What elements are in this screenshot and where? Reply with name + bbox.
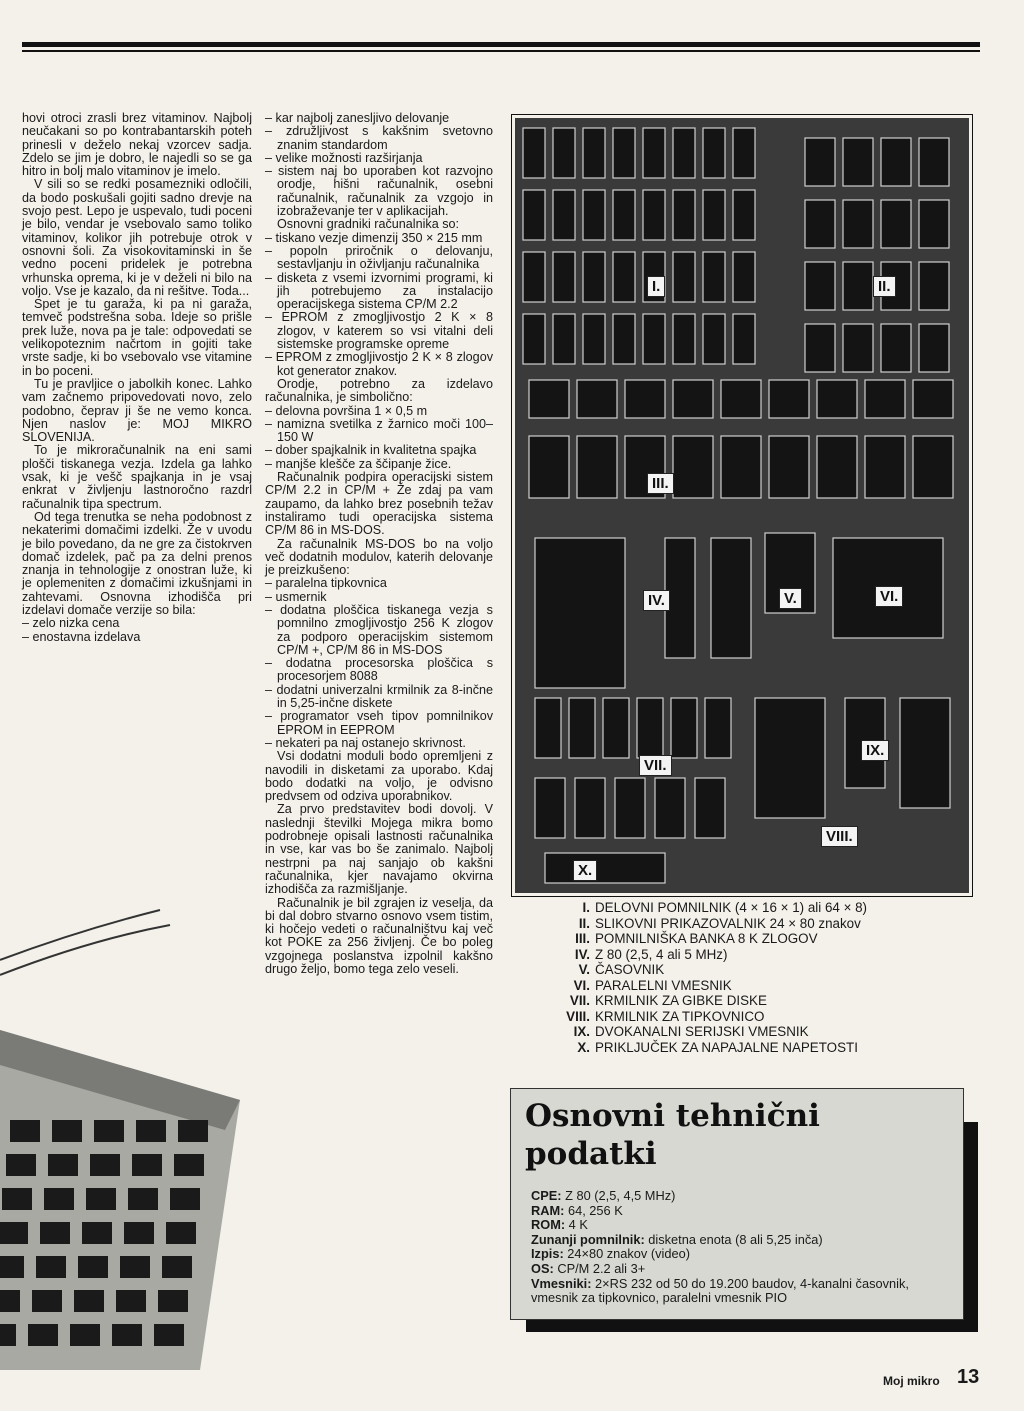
- paragraph: Spet je tu garaža, ki pa ni garaža, temveč podstrešna soba. Ideje so prišle prek luže, nova pa je tale: odpovedati se velikopoteznim načrtom in gojiti take vrste sadje, ki bo vsebovalo vse vitamine in bo poceni.: [22, 297, 252, 378]
- paragraph: Osnovni gradniki računalnika so:: [277, 217, 460, 232]
- top-rule: [22, 42, 980, 47]
- spec-row: [531, 1262, 951, 1277]
- spec-value: disketna enota (8 ali 5,25 inča): [644, 1231, 823, 1247]
- ic-chip: [843, 138, 873, 186]
- ic-chip: [643, 128, 665, 178]
- list-item: – delovna površina 1 × 0,5 m: [265, 405, 493, 418]
- ic-chip: [865, 436, 905, 498]
- ic-chip: [643, 314, 665, 364]
- components-list: [265, 232, 493, 378]
- ic-chip: [769, 436, 809, 498]
- legend-text: Z 80 (2,5, 4 ali 5 MHz): [595, 946, 728, 962]
- board-illustration: [515, 118, 969, 893]
- ic-chip: [673, 436, 713, 498]
- ic-chip: [913, 436, 953, 498]
- ic-chip: [154, 1324, 184, 1346]
- list-item: – velike možnosti razširjanja: [265, 152, 493, 165]
- ic-chip: [613, 190, 635, 240]
- ic-chip: [805, 262, 835, 310]
- list-item: – EPROM z zmogljivostjo 2 K × 8 zlogov, v katerem so vsi vitalni deli sistemske programske opreme: [265, 311, 493, 351]
- ic-chip: [124, 1222, 154, 1244]
- list-item: – kar najbolj zanesljivo delovanje: [265, 112, 493, 125]
- spec-row: [531, 1218, 951, 1233]
- paragraph: To je mikroračunalnik na eni sami plošči tiskanega vezja. Izdela ga lahko vsak, ki je vešč spajkanja in je vsaj enkrat v življenju lastnoročno razdrl računalnik tipa spectrum.: [22, 443, 252, 511]
- ic-chip: [128, 1188, 158, 1210]
- list-item: – tiskano vezje dimenzij 350 × 215 mm: [265, 232, 493, 245]
- ic-chip: [673, 190, 695, 240]
- ic-chip: [162, 1256, 192, 1278]
- list-item: – dober spajkalnik in kvalitetna spajka: [265, 444, 493, 457]
- board-photo-partial: [0, 900, 240, 1370]
- ic-chip: [553, 314, 575, 364]
- ic-chip: [733, 128, 755, 178]
- ic-chip: [843, 324, 873, 372]
- ic-chip: [158, 1290, 188, 1312]
- circuit-board-photo: [512, 115, 972, 896]
- paragraph: Za prvo predstavitev bodi dovolj. V naslednji številki Mojega mikra bomo podrobneje opisali lastnosti računalnika in vse, kar vas bo še zanimalo. Najbolj nestrpni pa naj sanjajo ob kakšni računalnika, kjer navajamo okvirna izhodišča za razmišljanje.: [265, 802, 493, 897]
- ic-chip: [166, 1222, 196, 1244]
- list-item: – dodatna ploščica tiskanega vezja s pomnilno zmogljivostjo 256 K zlogov za podporo operacijskim sistemom CP/M +, CP/M 86 in MS-DOS: [265, 604, 493, 657]
- ic-chip: [721, 436, 761, 498]
- ic-chip: [603, 698, 629, 758]
- paragraph: V sili so se redki posamezniki odločili, da bodo poskušali gojiti sadno drevje na svojo pest. Lepo je uspevalo, tudi poceni je bilo, vendar je vsebovalo samo toliko vitaminov, kolikor jih potrebuje otrok v osnovni šoli. Za visokovitaminski in še vedno poceni pridelek je potrebna vrhunska oprema, ki je v deželi ni bilo na voljo. Vse je kazalo, da ni rešitve. Toda...: [22, 177, 252, 298]
- ic-chip: [535, 778, 565, 838]
- legend-num: X.: [577, 1039, 590, 1055]
- paragraph: hovi otroci zrasli brez vitaminov. Najbolj neučakani so po kontrabantarskih poteh prinesli v deželo nekaj vzorcev sadja. Zdelo se jim je dobro, le najedli so se ga hitro in bolj malo vitaminov je imelo.: [22, 111, 252, 179]
- paragraph: Tu je pravljice o jabolkih konec. Lahko vam začnemo pripovedovati novo, zelo podobno, čeprav ji še ne vemo konca. Njen naslov je: MOJ MIKRO SLOVENIJA.: [22, 376, 252, 445]
- legend-row: [520, 1040, 970, 1056]
- ic-chip: [919, 200, 949, 248]
- board-photo-partial-illustration: [0, 900, 240, 1370]
- ic-chip: [577, 436, 617, 498]
- tech-specs-box: [510, 1088, 964, 1320]
- ic-chip: [843, 200, 873, 248]
- list-item: – EPROM z zmogljivostjo 2 K × 8 zlogov kot generator znakov.: [265, 351, 493, 378]
- legend-row: [520, 978, 970, 994]
- legend-row: [520, 900, 970, 916]
- ic-chip: [577, 380, 617, 418]
- spec-row: [531, 1189, 951, 1204]
- magazine-name: Moj mikro: [883, 1374, 940, 1388]
- board-label-ix: IX.: [861, 740, 889, 761]
- paragraph: Računalnik je bil zgrajen iz veselja, da bi dal dobro stvarno osnovo vsem tistim, ki hočejo vedeti o računalništvu kaj več kot POKE za 256 življenj. Če bo poleg vzgojnega poslanstva izpolnil kakšno drugo željo, bomo tega zelo veseli.: [265, 895, 493, 976]
- spec-key: Zunanji pomnilnik:: [531, 1231, 645, 1247]
- ic-chip: [28, 1324, 58, 1346]
- legend-num: V.: [578, 962, 590, 977]
- ic-chip: [32, 1290, 62, 1312]
- ic-chip: [0, 1290, 20, 1312]
- ic-chip: [553, 190, 575, 240]
- ic-chip: [711, 538, 751, 658]
- list-item: – združljivost s kakšnim svetovno znanim standardom: [265, 125, 493, 152]
- legend-row: [520, 993, 970, 1009]
- spec-key: ROM:: [531, 1217, 566, 1233]
- ic-chip: [843, 262, 873, 310]
- ic-chip: [535, 698, 561, 758]
- page-number: 13: [957, 1366, 980, 1388]
- spec-value: 24×80 znakov (video): [563, 1246, 690, 1262]
- ic-chip: [52, 1120, 82, 1142]
- ic-chip: [703, 190, 725, 240]
- ic-chip: [755, 698, 825, 818]
- ic-chip: [10, 1120, 40, 1142]
- spec-row: [531, 1277, 951, 1306]
- spec-row: [531, 1233, 951, 1248]
- ic-chip: [132, 1154, 162, 1176]
- ic-chip: [583, 128, 605, 178]
- legend-num: II.: [578, 915, 590, 931]
- spec-value: CP/M 2.2 ali 3+: [553, 1260, 646, 1276]
- list-item: – popoln priročnik o delovanju, sestavljanju in oživljanju računalnika: [265, 245, 493, 272]
- article-column-1: [22, 112, 252, 644]
- ic-chip: [671, 698, 697, 758]
- ic-chip: [613, 252, 635, 302]
- ic-chip: [673, 252, 695, 302]
- legend-num: VI.: [573, 977, 590, 993]
- list-item: – enostavna izdelava: [22, 631, 252, 644]
- ic-chip: [625, 380, 665, 418]
- board-label-ii: II.: [873, 276, 896, 297]
- legend-text: ČASOVNIK: [595, 962, 665, 977]
- spec-value: Z 80 (2,5, 4,5 MHz): [561, 1188, 676, 1203]
- legend-text: POMNILNIŠKA BANKA 8 K ZLOGOV: [595, 931, 818, 946]
- ic-chip: [733, 190, 755, 240]
- list-item: – disketa z vsemi izvornimi programi, ki jih potrebujemo za instalacijo operacijskega sistema CP/M 2.2: [265, 272, 493, 312]
- paragraph: Računalnik podpira operacijski sistem CP/M 2.2 in CP/M + Že zdaj pa vam zaupamo, da lahko brez posebnih težav instaliramo tudi operacijska sistema CP/M 86 in MS-DOS.: [265, 470, 493, 538]
- board-label-x: X.: [573, 860, 597, 881]
- legend-text: DVOKANALNI SERIJSKI VMESNIK: [595, 1024, 809, 1039]
- ic-chip: [569, 698, 595, 758]
- ic-chip: [40, 1222, 70, 1244]
- legend-num: I.: [582, 900, 590, 915]
- ic-chip: [673, 128, 695, 178]
- ic-chip: [523, 128, 545, 178]
- paragraph: Vsi dodatni moduli bodo opremljeni z navodili in disketami za uporabo. Kdaj bodo dodatki na voljo, je odvisno predvsem od odziva uporabnikov.: [265, 749, 493, 804]
- legend-row: [520, 1009, 970, 1025]
- list-item: – dodatni univerzalni krmilnik za 8-inčne in 5,25-inčne diskete: [265, 684, 493, 711]
- board-label-iii: III.: [647, 473, 674, 494]
- list-item: – manjše klešče za ščipanje žice.: [265, 458, 493, 471]
- spec-key: Izpis:: [531, 1246, 564, 1262]
- ic-chip: [613, 128, 635, 178]
- ic-chip: [2, 1188, 32, 1210]
- ic-chip: [583, 314, 605, 364]
- board-legend: [520, 900, 970, 1055]
- board-label-i: I.: [647, 276, 665, 297]
- ic-chip: [70, 1324, 100, 1346]
- goals-list-continued: [265, 112, 493, 218]
- spec-value: 64, 256 K: [564, 1202, 623, 1218]
- ic-chip: [817, 380, 857, 418]
- ic-chip: [805, 200, 835, 248]
- ic-chip: [90, 1154, 120, 1176]
- modules-list: [265, 577, 493, 750]
- ic-chip: [529, 436, 569, 498]
- ic-chip: [170, 1188, 200, 1210]
- legend-num: IX.: [573, 1024, 590, 1039]
- ic-chip: [523, 190, 545, 240]
- ic-chip: [919, 324, 949, 372]
- ic-chip: [78, 1256, 108, 1278]
- ic-chip: [535, 538, 625, 688]
- tech-title-line-1: Osnovni tehnični: [525, 1098, 820, 1134]
- goals-list: [22, 617, 252, 644]
- paragraph: Za računalnik MS-DOS bo na voljo več dodatnih modulov, katerih delovanje je preizkušeno:: [265, 536, 493, 578]
- list-item: – zelo nizka cena: [22, 617, 252, 630]
- ic-chip: [655, 778, 685, 838]
- ic-chip: [733, 314, 755, 364]
- ic-chip: [637, 698, 663, 758]
- ic-chip: [721, 380, 761, 418]
- ic-chip: [673, 380, 713, 418]
- ic-chip: [913, 380, 953, 418]
- ic-chip: [703, 314, 725, 364]
- ic-chip: [116, 1290, 146, 1312]
- spec-key: OS:: [531, 1260, 554, 1276]
- ic-chip: [529, 380, 569, 418]
- ic-chip: [865, 380, 905, 418]
- legend-row: [520, 947, 970, 963]
- ic-chip: [900, 698, 950, 808]
- ic-chip: [695, 778, 725, 838]
- legend-text: DELOVNI POMNILNIK (4 × 16 × 1) ali 64 × 8): [595, 900, 868, 915]
- list-item: – nekateri pa naj ostanejo skrivnost.: [265, 737, 493, 750]
- board-label-vii: VII.: [639, 755, 672, 776]
- tech-specs-title: [525, 1097, 820, 1173]
- ic-chip: [817, 436, 857, 498]
- tech-title-line-2: podatki: [525, 1136, 657, 1172]
- ic-chip: [919, 138, 949, 186]
- ic-chip: [553, 128, 575, 178]
- ic-chip: [615, 778, 645, 838]
- tech-specs-list: [531, 1189, 951, 1306]
- spec-value: 4 K: [565, 1217, 588, 1233]
- legend-row: [520, 962, 970, 978]
- list-item: – programator vseh tipov pomnilnikov EPROM in EEPROM: [265, 710, 493, 737]
- list-item: – namizna svetilka z žarnico moči 100–150 W: [265, 418, 493, 445]
- legend-num: VII.: [569, 993, 590, 1008]
- ic-chip: [36, 1256, 66, 1278]
- ic-chip: [6, 1154, 36, 1176]
- board-label-v: V.: [779, 588, 802, 609]
- legend-row: [520, 916, 970, 932]
- list-item: – sistem naj bo uporaben kot razvojno orodje, hišni računalnik, osebni računalnik, računalnik za vzgojo in izobraževanje ter v aplikacijah.: [265, 165, 493, 218]
- ic-chip: [523, 252, 545, 302]
- ic-chip: [613, 314, 635, 364]
- ic-chip: [575, 778, 605, 838]
- ic-chip: [919, 262, 949, 310]
- ic-chip: [673, 314, 695, 364]
- spec-row: [531, 1204, 951, 1219]
- spec-value: 2×RS 232 od 50 do 19.200 baudov, 4-kanalni časovnik, vmesnik za tipkovnico, paralelni vmesnik PIO: [531, 1275, 909, 1306]
- ic-chip: [881, 200, 911, 248]
- list-item: – usmernik: [265, 591, 493, 604]
- ic-chip: [112, 1324, 142, 1346]
- spec-row: [531, 1247, 951, 1262]
- ic-chip: [545, 853, 665, 883]
- tools-list: [265, 405, 493, 471]
- ic-chip: [805, 324, 835, 372]
- ic-chip: [643, 190, 665, 240]
- spec-key: Vmesniki:: [531, 1275, 592, 1291]
- ic-chip: [805, 138, 835, 186]
- legend-row: [520, 1024, 970, 1040]
- top-rule-thin: [22, 50, 980, 52]
- legend-text: KRMILNIK ZA GIBKE DISKE: [595, 993, 767, 1008]
- ic-chip: [178, 1120, 208, 1142]
- ic-chip: [82, 1222, 112, 1244]
- legend-num: VIII.: [566, 1008, 590, 1024]
- paragraph: Orodje, potrebno za izdelavo računalnika, je simbolično:: [265, 376, 493, 405]
- spec-key: CPE:: [531, 1188, 562, 1203]
- board-label-viii: VIII.: [821, 826, 858, 847]
- legend-row: [520, 931, 970, 947]
- legend-text: PRIKLJUČEK ZA NAPAJALNE NAPETOSTI: [595, 1039, 858, 1055]
- legend-num: III.: [575, 931, 590, 946]
- ic-chip: [583, 190, 605, 240]
- ic-chip: [94, 1120, 124, 1142]
- ic-chip: [0, 1222, 28, 1244]
- ic-chip: [523, 314, 545, 364]
- ic-chip: [705, 698, 731, 758]
- legend-text: KRMILNIK ZA TIPKOVNICO: [595, 1008, 765, 1024]
- board-label-iv: IV.: [643, 590, 670, 611]
- ic-chip: [0, 1256, 24, 1278]
- legend-num: IV.: [574, 946, 590, 962]
- ic-chip: [174, 1154, 204, 1176]
- ic-chip: [553, 252, 575, 302]
- ic-chip: [881, 324, 911, 372]
- list-item: – dodatna procesorska ploščica s procesorjem 8088: [265, 657, 493, 684]
- ic-chip: [881, 138, 911, 186]
- spec-key: RAM:: [531, 1202, 565, 1218]
- ic-chip: [48, 1154, 78, 1176]
- ic-chip: [703, 128, 725, 178]
- ic-chip: [86, 1188, 116, 1210]
- ic-chip: [44, 1188, 74, 1210]
- ic-chip: [74, 1290, 104, 1312]
- article-column-2: [265, 112, 493, 976]
- ic-chip: [733, 252, 755, 302]
- ic-chip: [0, 1324, 16, 1346]
- list-item: – paralelna tipkovnica: [265, 577, 493, 590]
- ic-chip: [136, 1120, 166, 1142]
- paragraph: Od tega trenutka se neha podobnost z nekaterimi domačimi izdelki. Že v uvodu je bilo povedano, da ne gre za čistokrven domač izdelek, pač pa za delni prenos znanja in tehnologije z onostran luže, ki je oplemeniten z domačimi izkušnjami in zahtevami. Osnovna izhodišča pri izdelavi domače verzije so bila:: [22, 509, 252, 617]
- legend-text: SLIKOVNI PRIKAZOVALNIK 24 × 80 znakov: [595, 915, 861, 931]
- ic-chip: [120, 1256, 150, 1278]
- ic-chip: [583, 252, 605, 302]
- board-label-vi: VI.: [875, 586, 903, 607]
- ic-chip: [769, 380, 809, 418]
- ic-chip: [703, 252, 725, 302]
- legend-text: PARALELNI VMESNIK: [595, 977, 732, 993]
